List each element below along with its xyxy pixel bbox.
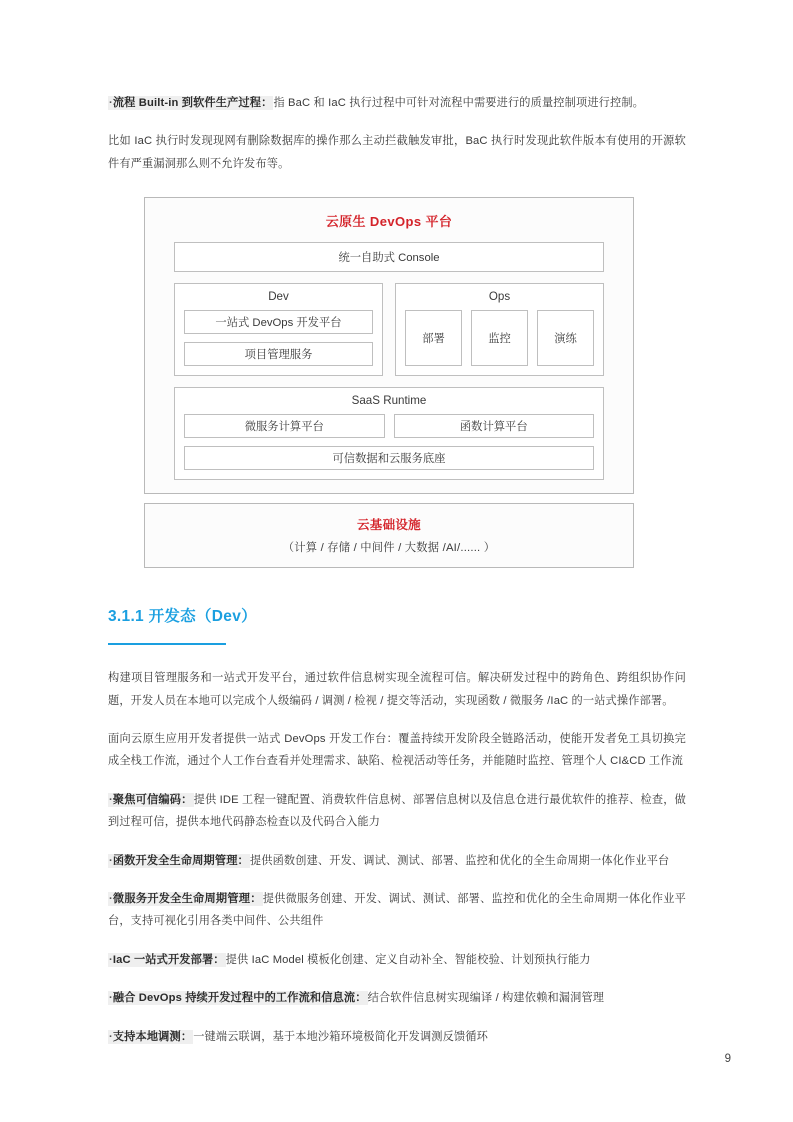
infra-title: 云基础设施	[356, 518, 421, 533]
feature-bullet-2-text: 提供函数创建、开发、调试、测试、部署、监控和优化的全生命周期一体化作业平台	[249, 854, 670, 867]
feature-bullet-5	[108, 987, 686, 1009]
cloud-infrastructure-box	[144, 503, 634, 568]
feature-bullet-6-bold: 支持本地调测：	[112, 1030, 193, 1043]
feature-bullet-2-bold: 函数开发全生命周期管理：	[112, 854, 249, 867]
saas-cell-trusted-data: 可信数据和云服务底座	[184, 446, 594, 470]
feature-bullet-4-label	[108, 953, 226, 967]
feature-bullet-5-bold: 融合 DevOps 持续开发过程中的工作流和信息流：	[112, 992, 367, 1005]
feature-bullet-2	[108, 850, 686, 872]
feature-bullet-1-label	[108, 793, 194, 807]
feature-bullet-1	[108, 789, 686, 834]
feature-bullet-3-label	[108, 892, 263, 906]
diagram-title: 云原生 DevOps 平台	[325, 214, 453, 230]
bullet-marker: ·	[109, 893, 113, 906]
page-content	[108, 92, 686, 1048]
ops-title: Ops	[488, 290, 511, 304]
feature-bullet-5-text: 结合软件信息树实现编译 / 构建依赖和漏洞管理	[367, 992, 605, 1005]
section-heading: 3.1.1 开发态（Dev）	[108, 608, 257, 626]
intro-bullet	[108, 92, 686, 114]
bullet-marker: ·	[109, 992, 113, 1005]
section-paragraph-2: 面向云原生应用开发者提供一站式 DevOps 开发工作台：覆盖持续开发阶段全链路活动，使能开发者免工具切换完成全栈工作流，通过个人工作台查看并处理需求、缺陷、检视活动等任务，并能随时监控、管理个人 CI&CD 工作流	[108, 733, 686, 768]
ops-item-drill: 演练	[537, 310, 594, 366]
intro-bullet-body: 指 BaC 和 IaC 执行过程中可针对流程中需要进行的质量控制项进行控制。	[273, 97, 645, 109]
bullet-marker: ·	[109, 953, 113, 966]
feature-bullet-3-text: 提供微服务创建、开发、调试、测试、部署、监控和优化的全生命周期一体化作业平台，支持可视化引用各类中间件、公共组件	[108, 893, 686, 928]
infra-subtitle: （计算 / 存储 / 中间件 / 大数据 /AI/...... ）	[282, 542, 496, 555]
saas-runtime-title: SaaS Runtime	[351, 394, 427, 408]
feature-bullet-4-bold: IaC 一站式开发部署：	[112, 953, 225, 966]
bullet-marker: ·	[109, 97, 113, 109]
page-number: 9	[724, 1053, 731, 1065]
bullet-marker: ·	[109, 793, 113, 806]
console-box: 统一自助式 Console	[174, 242, 604, 272]
ops-item-monitor: 监控	[471, 310, 528, 366]
feature-bullet-3	[108, 888, 686, 933]
ops-item-deploy: 部署	[405, 310, 462, 366]
feature-bullet-3-bold: 微服务开发全生命周期管理：	[112, 893, 262, 906]
dev-ops-row	[174, 283, 604, 376]
saas-cell-function: 函数计算平台	[394, 414, 595, 438]
bullet-marker: ·	[109, 854, 113, 867]
dev-item-project-management: 项目管理服务	[184, 342, 373, 366]
saas-cell-microservice: 微服务计算平台	[184, 414, 385, 438]
devops-platform-container	[144, 197, 634, 494]
ops-items	[405, 310, 594, 366]
feature-bullet-6-label	[108, 1030, 193, 1044]
intro-bullet-bold: 流程 Built-in 到软件生产过程：	[112, 97, 273, 109]
dev-column	[174, 283, 383, 376]
feature-bullet-6-text: 一键端云联调，基于本地沙箱环境极简化开发调测反馈循环	[193, 1030, 488, 1043]
intro-paragraph: 比如 IaC 执行时发现现网有删除数据库的操作那么主动拦截触发审批，BaC 执行时发现此软件版本有使用的开源软件有严重漏洞那么则不允许发布等。	[108, 135, 686, 170]
ops-column	[395, 283, 604, 376]
saas-runtime-row	[184, 414, 594, 438]
feature-bullet-1-bold: 聚焦可信编码：	[112, 793, 193, 806]
architecture-diagram	[144, 197, 634, 568]
dev-title: Dev	[268, 290, 289, 304]
bullet-marker: ·	[109, 1030, 113, 1043]
dev-item-devops-platform: 一站式 DevOps 开发平台	[184, 310, 373, 334]
saas-runtime-box	[174, 387, 604, 480]
feature-bullet-5-label	[108, 991, 368, 1005]
feature-bullet-4-text: 提供 IaC Model 模板化创建、定义自动补全、智能校验、计划预执行能力	[225, 953, 591, 966]
intro-bullet-label	[108, 96, 273, 110]
feature-bullet-2-label	[108, 854, 250, 868]
feature-bullet-6	[108, 1026, 686, 1048]
feature-bullet-4	[108, 949, 686, 971]
section-paragraph-1: 构建项目管理服务和一站式开发平台，通过软件信息树实现全流程可信。解决研发过程中的跨角色、跨组织协作问题，开发人员在本地可以完成个人级编码 / 调测 / 检视 / 提交等活动，实现函数 / 微服务 /IaC 的一站式操作部署。	[108, 672, 686, 707]
feature-bullet-1-text: 提供 IDE 工程一键配置、消费软件信息树、部署信息树以及信息仓进行最优软件的推荐、检查，做到过程可信，提供本地代码静态检查以及代码合入能力	[108, 793, 686, 829]
